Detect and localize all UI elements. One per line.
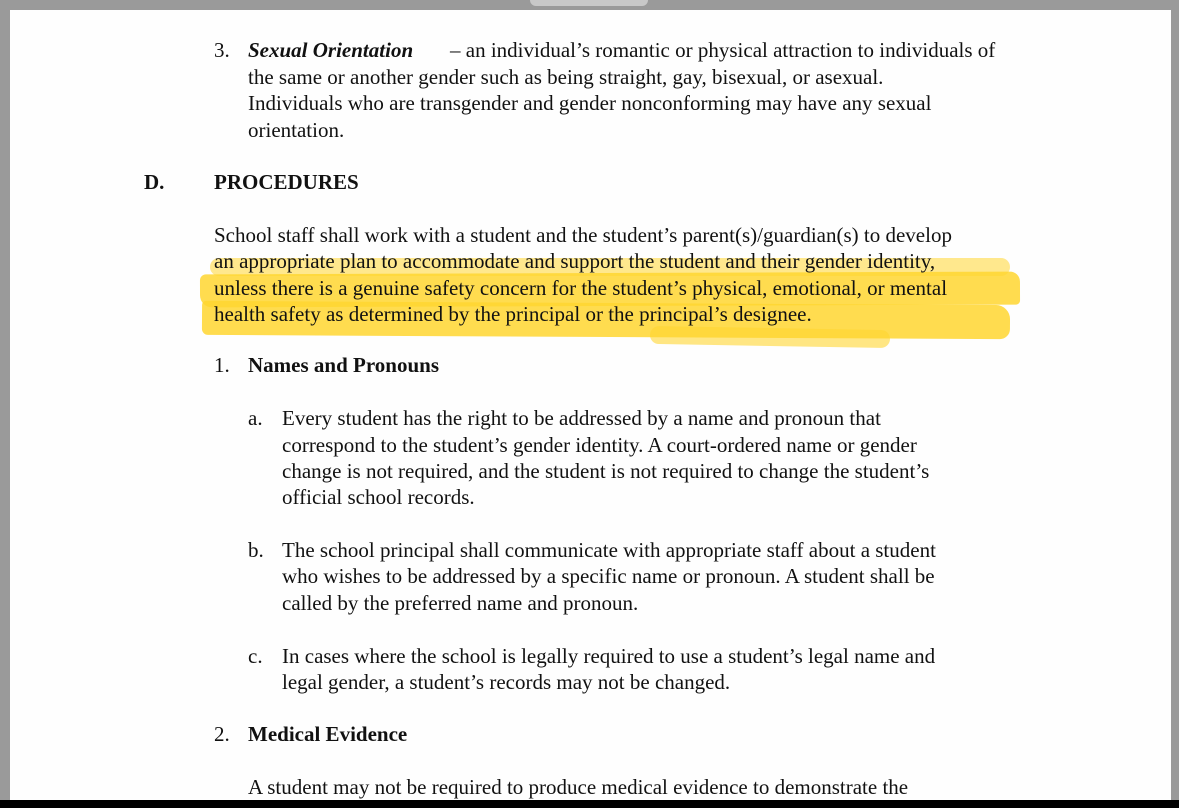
sub1-title: Names and Pronouns <box>248 353 439 377</box>
procedures-line-2: an appropriate plan to accommodate and support the student and their gender identity, <box>214 249 936 273</box>
viewer-frame-right <box>1171 0 1179 808</box>
sub2-line-1: A student may not be required to produce medical evidence to demonstrate the <box>248 775 909 799</box>
sub2-title: Medical Evidence <box>248 722 408 746</box>
sub1-number: 1. <box>214 353 230 377</box>
item-b-line-1: The school principal shall communicate with appropriate staff about a student <box>282 538 936 562</box>
item-c-line-2: legal gender, a student’s records may not be changed. <box>282 670 731 694</box>
viewer-frame-left <box>0 0 10 808</box>
item3-line-3: Individuals who are transgender and gender nonconforming may have any sexual <box>248 91 932 115</box>
item-b-letter: b. <box>248 538 264 562</box>
item3-number: 3. <box>214 38 230 62</box>
document-page <box>10 10 1171 800</box>
procedures-line-3-highlighted: unless there is a genuine safety concern for the student’s physical, emotional, or mental <box>214 276 948 300</box>
section-title: PROCEDURES <box>214 170 359 194</box>
item-a-letter: a. <box>248 406 263 430</box>
procedures-line-4-highlighted: health safety as determined by the principal or the principal’s designee. <box>214 302 812 326</box>
item-b-line-3: called by the preferred name and pronoun. <box>282 591 639 615</box>
sheet-handle[interactable] <box>530 0 648 6</box>
item-a-line-3: change is not required, and the student is not required to change the student’s <box>282 459 930 483</box>
highlight-mark <box>650 326 890 348</box>
section-letter: D. <box>144 170 165 194</box>
item-c-line-1: In cases where the school is legally required to use a student’s legal name and <box>282 644 936 668</box>
item-b-line-2: who wishes to be addressed by a specific name or pronoun. A student shall be <box>282 564 935 588</box>
viewer-frame-bottom <box>0 800 1179 808</box>
item-a-line-2: correspond to the student’s gender identity. A court-ordered name or gender <box>282 433 917 457</box>
item3-line-1: – an individual’s romantic or physical attraction to individuals of <box>450 38 996 62</box>
item3-line-4: orientation. <box>248 118 345 142</box>
item3-term: Sexual Orientation <box>248 38 414 62</box>
item-a-line-1: Every student has the right to be addressed by a name and pronoun that <box>282 406 881 430</box>
item-a-line-4: official school records. <box>282 485 475 509</box>
procedures-line-1: School staff shall work with a student and the student’s parent(s)/guardian(s) to develop <box>214 223 952 247</box>
sub2-number: 2. <box>214 722 230 746</box>
item-c-letter: c. <box>248 644 263 668</box>
item3-line-2: the same or another gender such as being straight, gay, bisexual, or asexual. <box>248 65 884 89</box>
